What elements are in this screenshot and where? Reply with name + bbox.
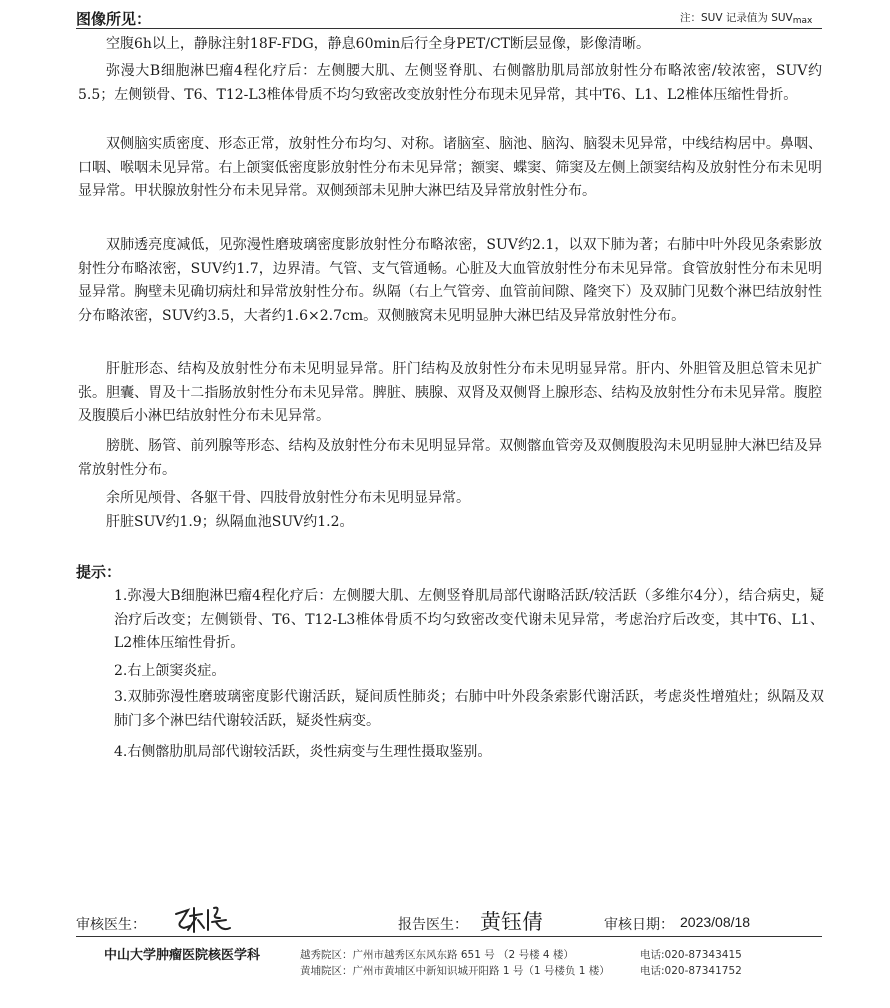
phone-yuexiu: 电话:020-87343415 [640,949,742,961]
findings-paragraph-6: 膀胱、肠管、前列腺等形态、结构及放射性分布未见明显异常。双侧髂血管旁及双侧腹股沟未见明显肿大淋巴结及异常放射性分布。 [78,438,822,478]
phone-huangpu: 电话:020-87341752 [640,965,742,977]
reporter-label: 报告医生： [398,917,468,933]
suv-note [680,10,812,26]
findings-paragraph-3: 双侧脑实质密度、形态正常，放射性分布均匀、对称。诸脑室、脑池、脑沟、脑裂未见异常，中线结构居中。鼻咽、口咽、喉咽未见异常。右上颌窦低密度影放射性分布未见异常；额窦、蝶窦、筛窦及左侧上颌窦结构及放射性分布未见明显异常。甲状腺放射性分布未见异常。双侧颈部未见肿大淋巴结及异常放射性分布。 [78,136,822,199]
reporter-name: 黄钰倩 [480,910,543,934]
hints-heading: 提示： [76,563,122,581]
address-yuexiu: 越秀院区：广州市越秀区东风东路 651 号 （2 号楼 4 楼） [300,949,574,961]
findings-paragraph-5: 肝脏形态、结构及放射性分布未见明显异常。肝门结构及放射性分布未见明显异常。肝内、外胆管及胆总管未见扩张。胆囊、胃及十二指肠放射性分布未见异常。脾脏、胰腺、双肾及双侧肾上腺形态、结构及放射性分布未见异常。腹腔及腹膜后小淋巴结放射性分布未见异常。 [78,361,822,424]
findings-paragraph-2: 弥漫大B细胞淋巴瘤4程化疗后：左侧腰大肌、左侧竖脊肌、右侧髂肋肌局部放射性分布略浓密/较浓密，SUV约5.5；左侧锁骨、T6、T12-L3椎体骨质不均匀致密改变放射性分布现未见异常，其中T6、L1、L2椎体压缩性骨折。 [78,63,822,103]
hint-item-4: 4.右侧髂肋肌局部代谢较活跃，炎性病变与生理性摄取鉴别。 [114,744,492,760]
findings-paragraph-4: 双肺透亮度减低，见弥漫性磨玻璃密度影放射性分布略浓密，SUV约2.1，以双下肺为著；右肺中叶外段见条索影放射性分布略浓密，SUV约1.7，边界清。气管、支气管通畅。心脏及大血管放射性分布未见异常。食管放射性分布未见明显异常。胸壁未见确切病灶和异常放射性分布。纵隔（右上气管旁、血管前间隙、隆突下）及双肺门见数个淋巴结放射性分布略浓密，SUV约3.5，大者约1.6×2.7cm。双侧腋窝未见明显肿大淋巴结及异常放射性分布。 [78,237,822,324]
hint-item-2: 2.右上颌窦炎症。 [114,663,226,679]
signature-scribble [172,904,242,936]
reviewer-label: 审核医生： [76,917,146,933]
hospital-department: 中山大学肿瘤医院核医学科 [104,948,261,963]
review-date-label: 审核日期： [604,917,674,933]
findings-paragraph-7: 余所见颅骨、各躯干骨、四肢骨放射性分布未见明显异常。 [106,490,470,506]
findings-heading: 图像所见： [76,10,152,28]
findings-paragraph-1: 空腹6h以上，静脉注射18F-FDG，静息60min后行全身PET/CT断层显像，影像清晰。 [106,36,651,52]
suv-note-text: 注：SUV 记录值为 SUV [680,12,793,24]
suv-note-subscript: max [792,16,813,26]
findings-paragraph-8: 肝脏SUV约1.9；纵隔血池SUV约1.2。 [106,514,354,530]
header-rule [76,28,822,29]
hint-item-1: 1.弥漫大B细胞淋巴瘤4程化疗后：左侧腰大肌、左侧竖脊肌局部代谢略活跃/较活跃（多维尔4分），结合病史，疑治疗后改变；左侧锁骨、T6、T12-L3椎体骨质不均匀致密改变代谢未见异常，考虑治疗后改变，其中T6、L1、L2椎体压缩性骨折。 [114,588,824,651]
address-huangpu: 黄埔院区：广州市黄埔区中新知识城开阳路 1 号（1 号楼负 1 楼） [300,965,610,977]
review-date-value: 2023/08/18 [680,914,751,930]
reviewer-signature [172,904,242,940]
signature-rule [76,936,822,937]
hint-item-3: 3.双肺弥漫性磨玻璃密度影代谢活跃，疑间质性肺炎；右肺中叶外段条索影代谢活跃，考虑炎性增殖灶；纵隔及双肺门多个淋巴结代谢较活跃，疑炎性病变。 [114,689,824,729]
